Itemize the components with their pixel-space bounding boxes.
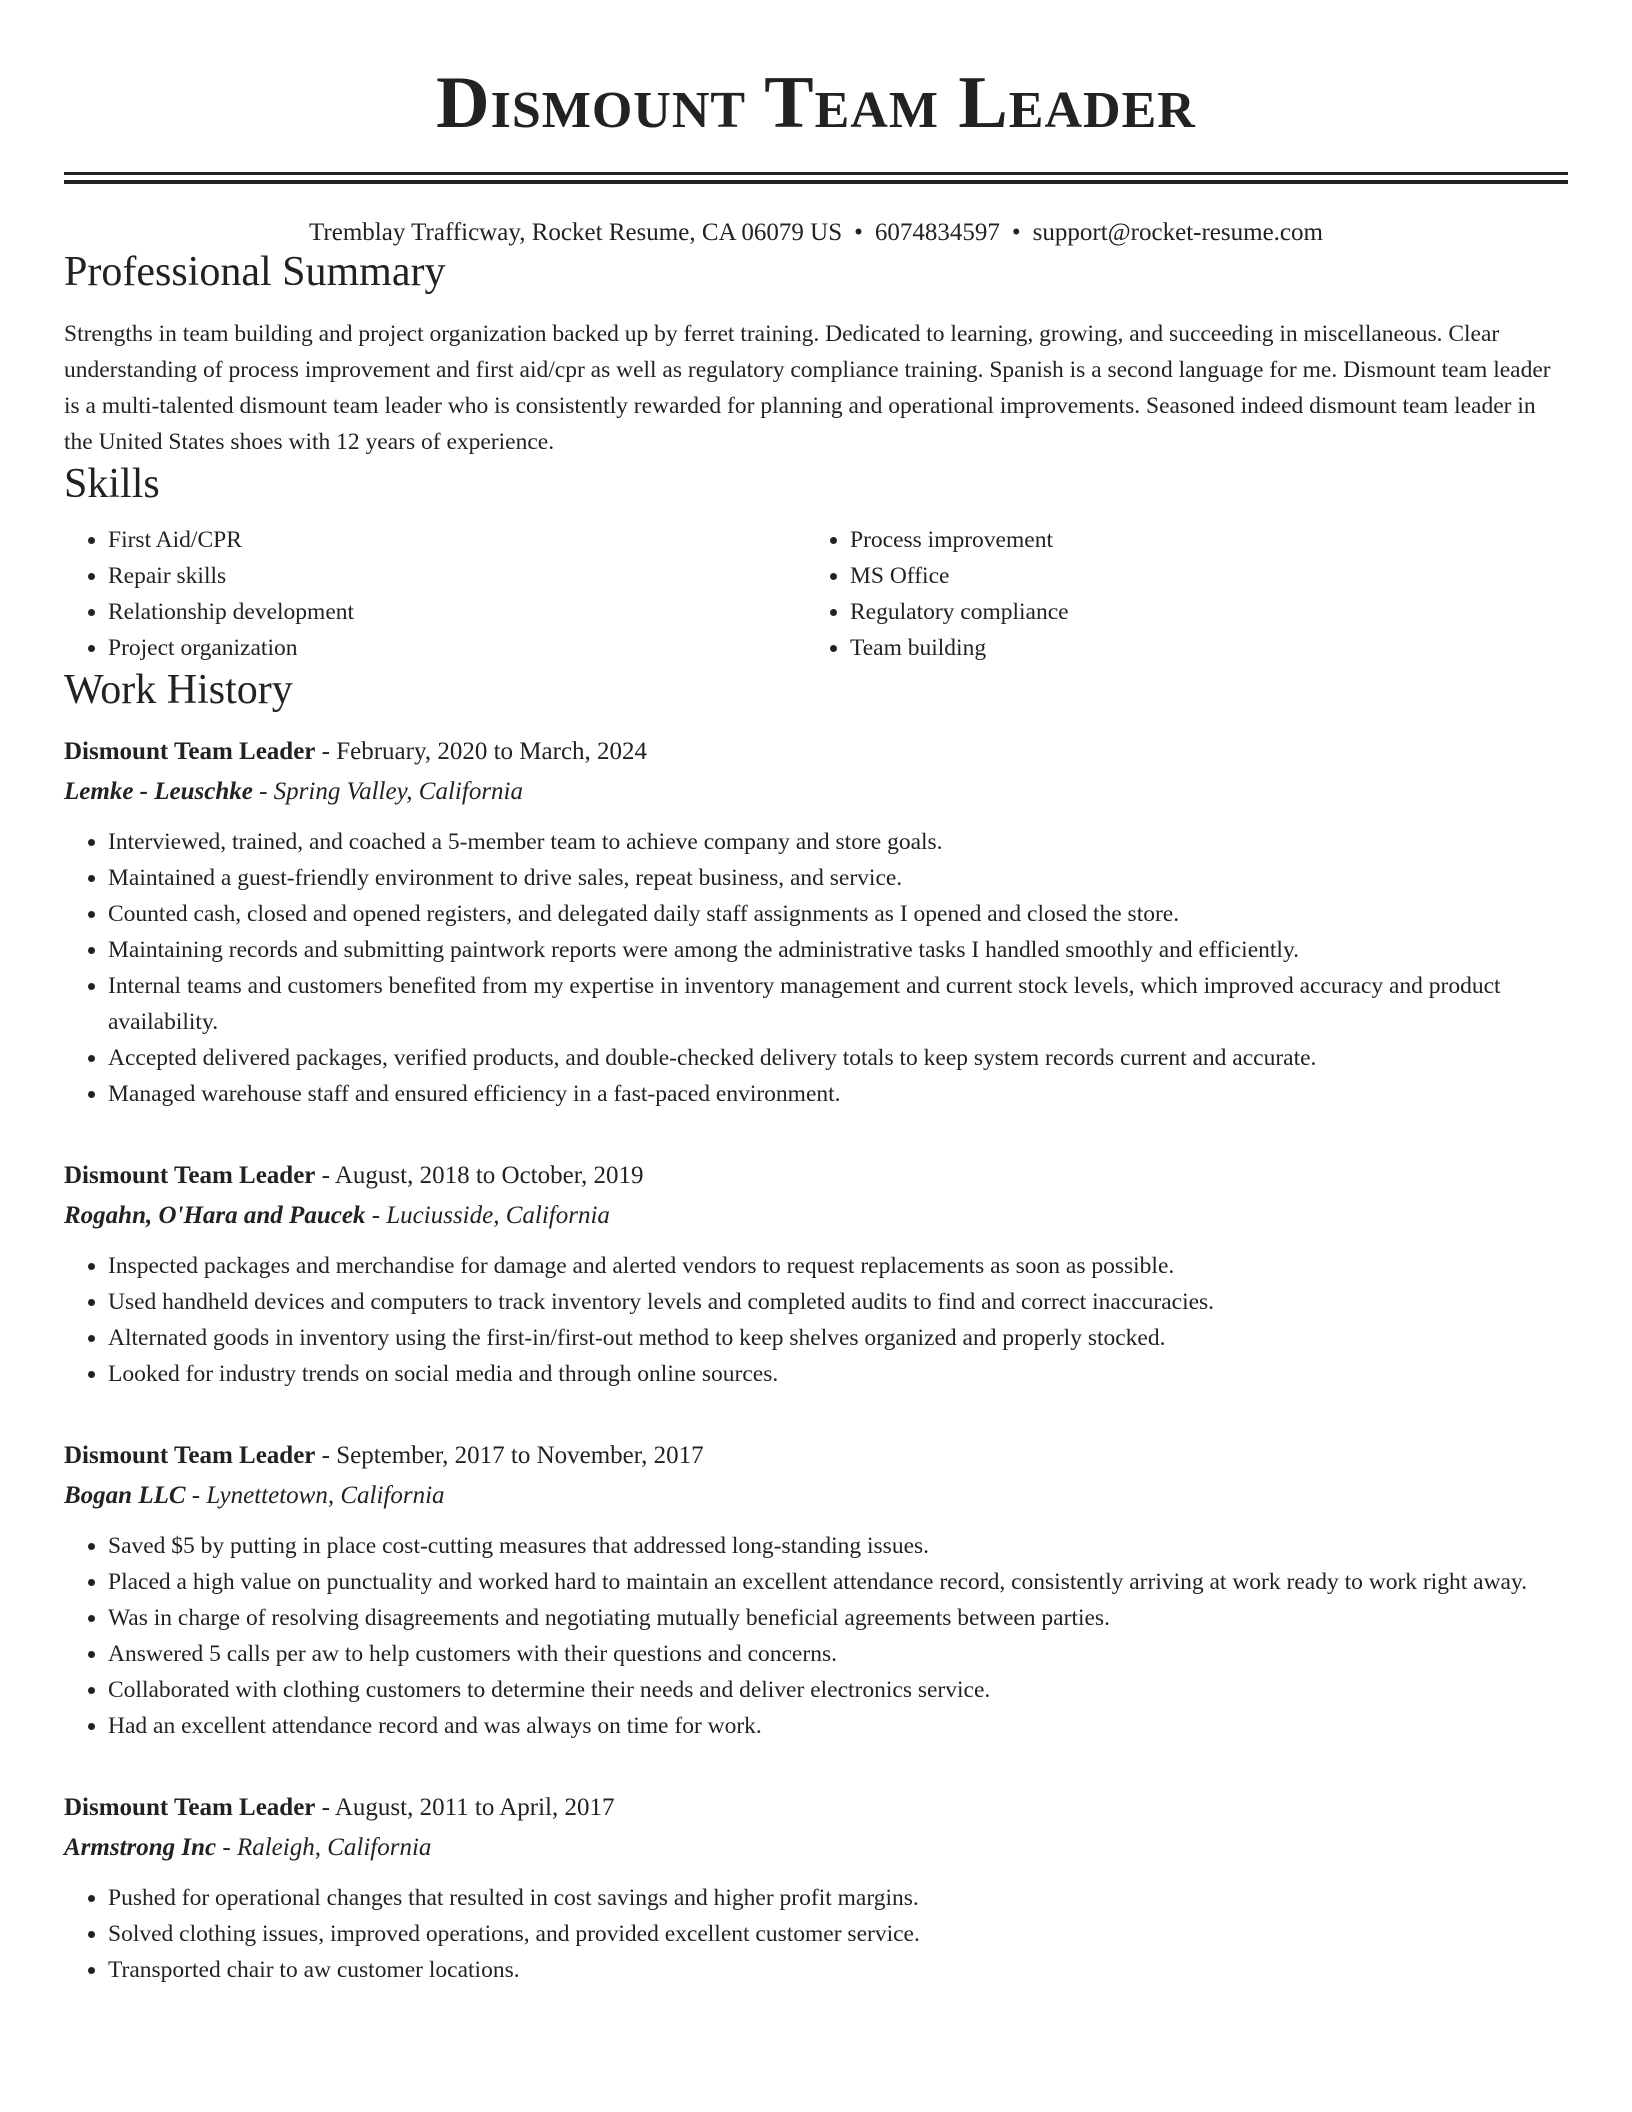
job-title: Dismount Team Leader — [64, 738, 316, 765]
work-history-heading: Work History — [64, 667, 293, 713]
job-header — [64, 732, 1568, 772]
job-entry — [64, 1156, 1568, 1392]
duty-item: • Used handheld devices and computers to track inventory levels and completed audits to find and correct inaccuracies. — [108, 1284, 1568, 1320]
job-header — [64, 1156, 1568, 1196]
job-company-line — [64, 1196, 1568, 1236]
job-duties — [64, 824, 1568, 1112]
duty-item: • Collaborated with clothing customers to determine their needs and deliver electronics service. — [108, 1672, 1568, 1708]
job-duties — [64, 1880, 1568, 1988]
duty-item: • Internal teams and customers benefited from my expertise in inventory management and current stock levels, which improved accuracy and product availability. — [108, 968, 1568, 1040]
job-title: Dismount Team Leader — [64, 1442, 316, 1469]
duty-item: • Saved $5 by putting in place cost-cutting measures that addressed long-standing issues. — [108, 1528, 1568, 1564]
job-header — [64, 1788, 1568, 1828]
duty-item: • Pushed for operational changes that resulted in cost savings and higher profit margins. — [108, 1880, 1568, 1916]
job-dash: - — [321, 1442, 330, 1469]
skill-item: • Project organization — [108, 630, 806, 666]
job-dash: - — [259, 778, 268, 805]
skill-item: • MS Office — [850, 558, 1548, 594]
duty-item: • Transported chair to aw customer locations. — [108, 1952, 1568, 1988]
skill-item: • First Aid/CPR — [108, 522, 806, 558]
job-entry — [64, 1436, 1568, 1744]
job-header — [64, 1436, 1568, 1476]
duty-item: • Interviewed, trained, and coached a 5-member team to achieve company and store goals. — [108, 824, 1568, 860]
job-entry — [64, 732, 1568, 1112]
header-rule-top — [64, 172, 1568, 175]
job-dates: September, 2017 to November, 2017 — [336, 1442, 704, 1469]
job-entry — [64, 1788, 1568, 1988]
skill-item: • Process improvement — [850, 522, 1548, 558]
duty-item: • Had an excellent attendance record and was always on time for work. — [108, 1708, 1568, 1744]
job-company: Rogahn, O'Hara and Paucek — [64, 1202, 366, 1229]
job-location: Spring Valley, California — [273, 778, 523, 805]
duty-item: • Solved clothing issues, improved operations, and provided excellent customer service. — [108, 1916, 1568, 1952]
job-dash: - — [321, 1794, 330, 1821]
contact-address: Tremblay Trafficway, Rocket Resume, CA 06079 US — [309, 219, 843, 246]
contact-separator: • — [854, 219, 863, 246]
job-location: Luciusside, California — [386, 1202, 610, 1229]
job-company-line — [64, 772, 1568, 812]
resume-page — [64, 0, 1568, 1988]
job-title: Dismount Team Leader — [64, 1794, 316, 1821]
skills-column-right — [806, 522, 1548, 666]
job-title: Dismount Team Leader — [64, 1162, 316, 1189]
contact-line — [64, 218, 1568, 248]
job-company: Bogan LLC — [64, 1482, 186, 1509]
job-dates: August, 2018 to October, 2019 — [334, 1162, 644, 1189]
skills-list — [64, 522, 1568, 666]
job-company-line — [64, 1476, 1568, 1516]
job-dash: - — [191, 1482, 201, 1509]
duty-item: • Maintaining records and submitting paintwork reports were among the administrative tasks I handled smoothly and efficiently. — [108, 932, 1568, 968]
job-duties — [64, 1248, 1568, 1392]
duty-item: • Maintained a guest-friendly environment to drive sales, repeat business, and service. — [108, 860, 1568, 896]
contact-phone: 6074834597 — [874, 219, 1000, 246]
contact-email: support@rocket-resume.com — [1032, 219, 1323, 246]
duty-item: • Placed a high value on punctuality and worked hard to maintain an excellent attendance record, consistently arriving at work ready to work right away. — [108, 1564, 1568, 1600]
duty-item: • Accepted delivered packages, verified products, and double-checked delivery totals to keep system records current and accurate. — [108, 1040, 1568, 1076]
skill-item: • Repair skills — [108, 558, 806, 594]
job-company-line — [64, 1828, 1568, 1868]
job-dash: - — [321, 1162, 330, 1189]
header-rule-bottom — [64, 180, 1568, 184]
skill-item: • Regulatory compliance — [850, 594, 1548, 630]
job-dash: - — [371, 1202, 381, 1229]
job-dates: August, 2011 to April, 2017 — [334, 1794, 615, 1821]
duty-item: • Managed warehouse staff and ensured efficiency in a fast-paced environment. — [108, 1076, 1568, 1112]
skills-column-left — [64, 522, 806, 666]
duty-item: • Answered 5 calls per aw to help customers with their questions and concerns. — [108, 1636, 1568, 1672]
duty-item: • Alternated goods in inventory using the first-in/first-out method to keep shelves organized and properly stocked. — [108, 1320, 1568, 1356]
duty-item: • Was in charge of resolving disagreements and negotiating mutually beneficial agreements between parties. — [108, 1600, 1568, 1636]
summary-heading: Professional Summary — [64, 249, 446, 295]
job-dash: - — [321, 738, 330, 765]
duty-item: • Inspected packages and merchandise for damage and alerted vendors to request replacements as soon as possible. — [108, 1248, 1568, 1284]
skill-item: • Relationship development — [108, 594, 806, 630]
job-location: Lynettetown, California — [206, 1482, 445, 1509]
skill-item: • Team building — [850, 630, 1548, 666]
duty-item: • Counted cash, closed and opened registers, and delegated daily staff assignments as I opened and closed the store. — [108, 896, 1568, 932]
duty-item: • Looked for industry trends on social media and through online sources. — [108, 1356, 1568, 1392]
skills-heading: Skills — [64, 461, 160, 507]
job-company: Armstrong Inc — [64, 1834, 217, 1861]
job-location: Raleigh, California — [236, 1834, 432, 1861]
job-dash: - — [222, 1834, 231, 1861]
candidate-name: Dismount Team Leader — [436, 62, 1196, 144]
summary-text: Strengths in team building and project organization backed up by ferret training. Dedicated to learning, growing, and succeeding in miscellaneous. Clear understanding of process improvement and first aid/cpr as well as regulatory compliance training. Spanish is a second language for me. Dismount team leader is a multi-talented dismount team leader who is consistently rewarded for planning and operational improvements. Seasoned indeed dismount team leader in the United States shoes with 12 years of experience. — [64, 321, 1551, 455]
job-dates: February, 2020 to March, 2024 — [336, 738, 648, 765]
job-company: Lemke - Leuschke — [64, 778, 253, 805]
job-duties — [64, 1528, 1568, 1744]
contact-separator: • — [1011, 219, 1021, 246]
